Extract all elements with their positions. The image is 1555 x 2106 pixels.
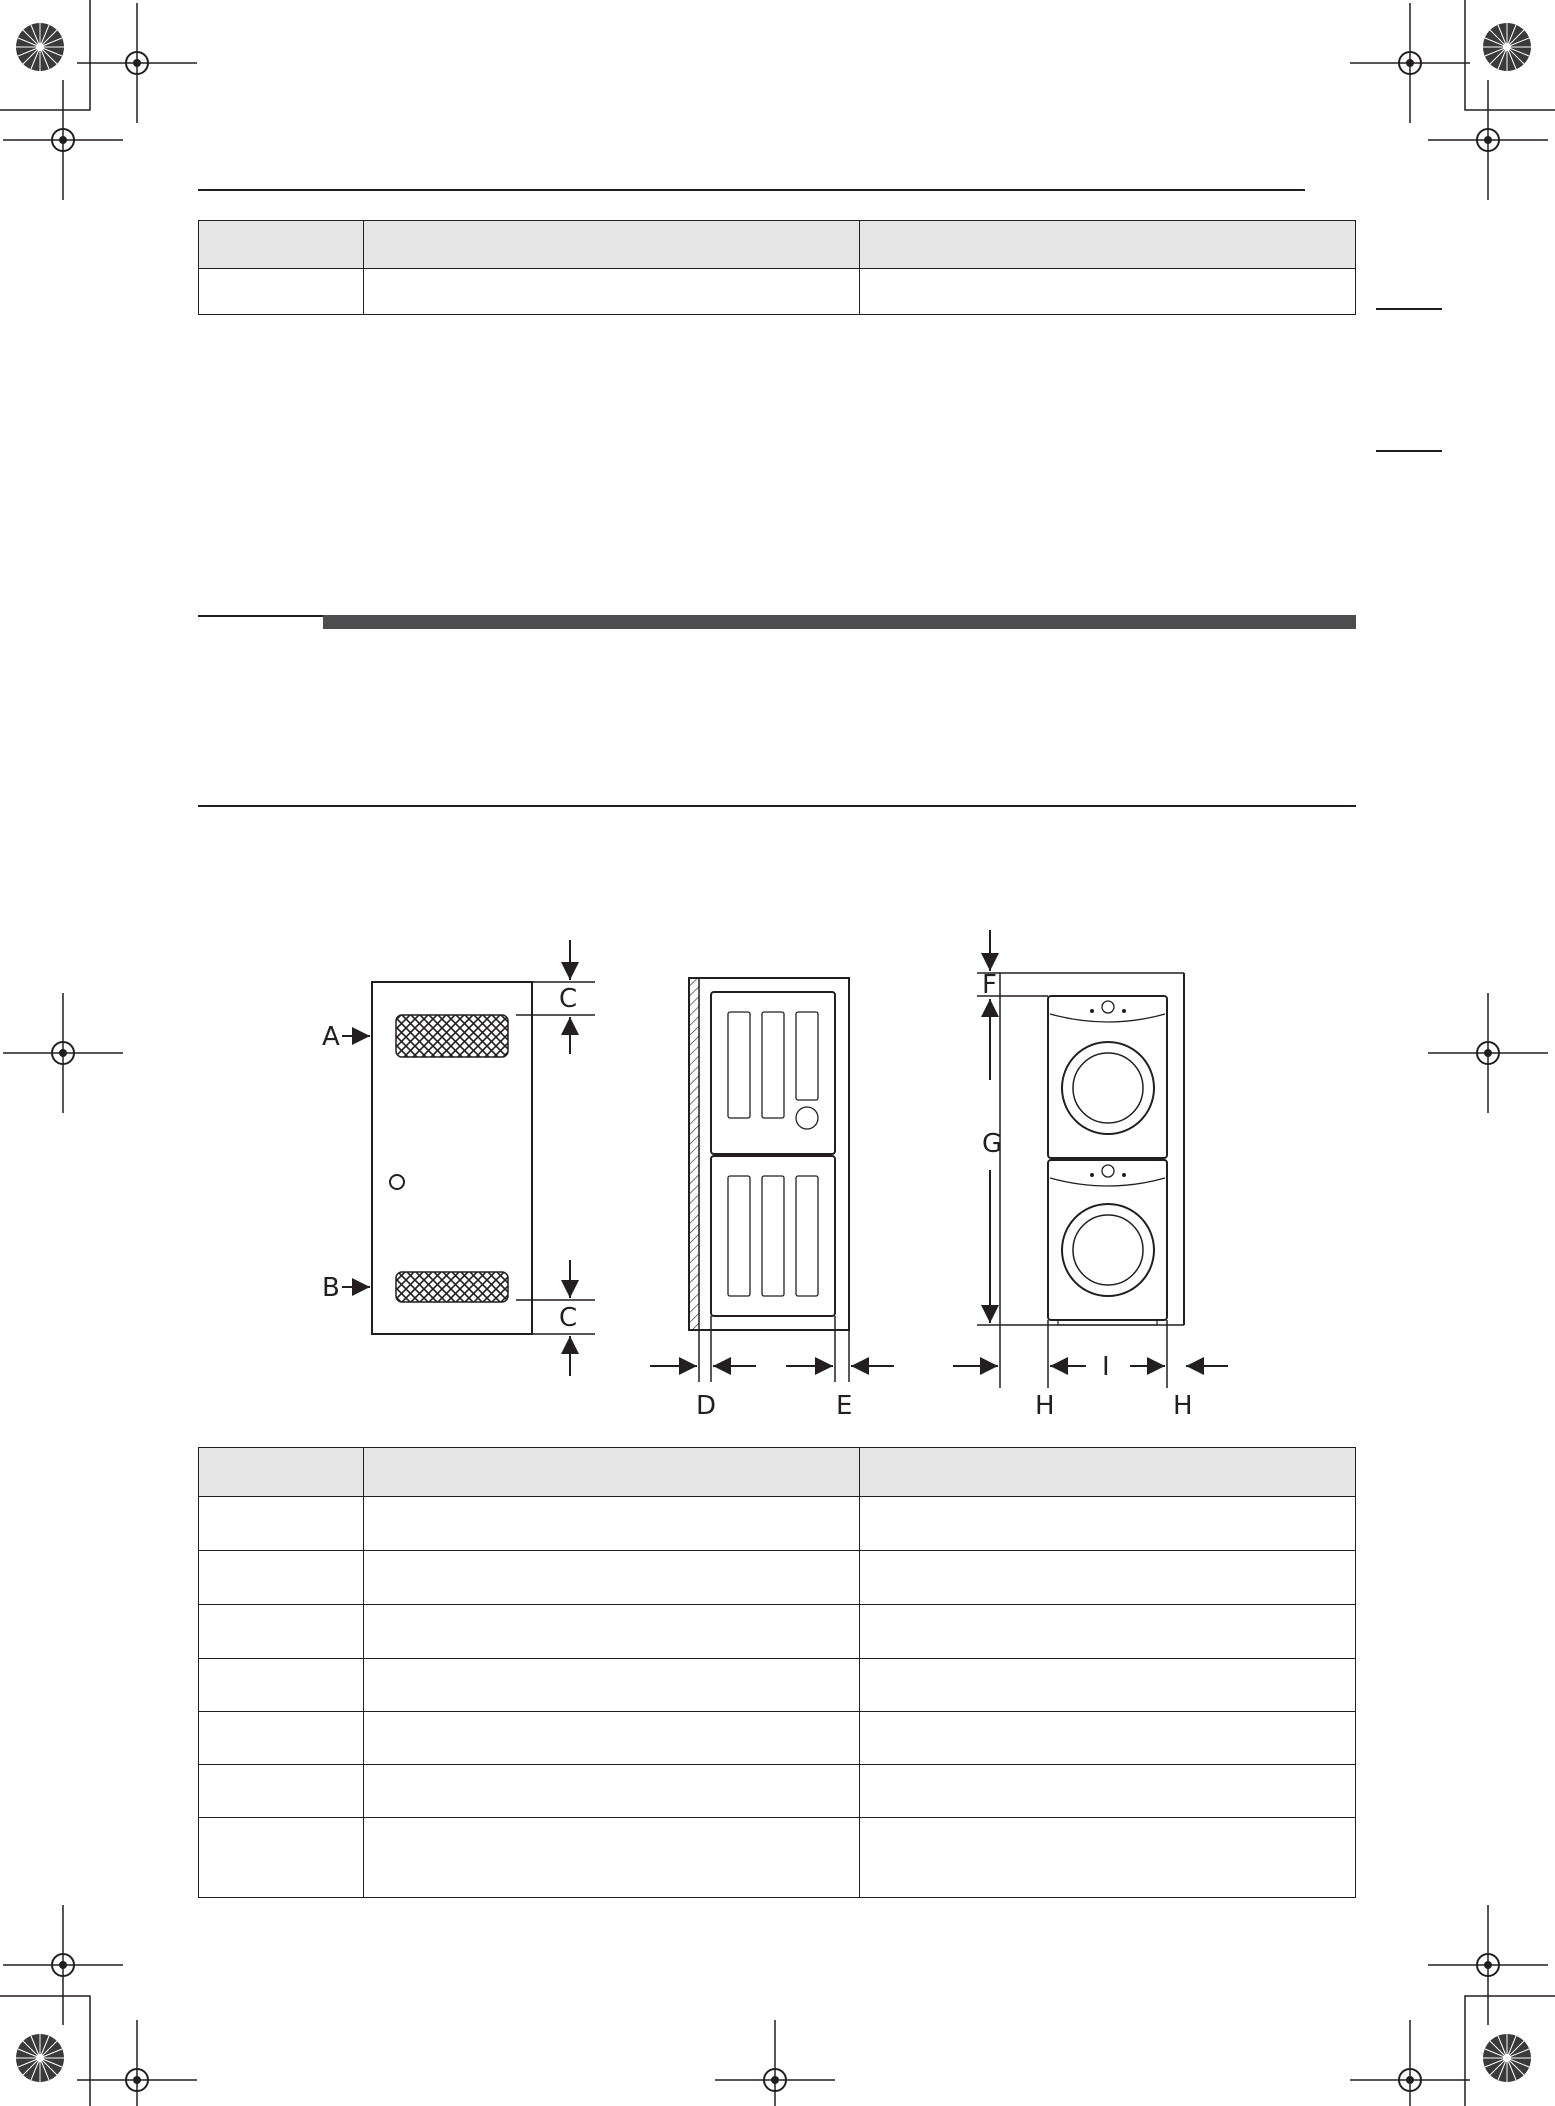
table-cell — [199, 1605, 364, 1659]
table-cell — [860, 1497, 1356, 1551]
section-rule-thin — [198, 615, 323, 617]
table-header-cell — [199, 1448, 364, 1497]
table-row — [199, 1818, 1356, 1898]
label-h-left: H — [1035, 1391, 1055, 1420]
label-c-bottom: C — [559, 1303, 578, 1333]
table-row — [199, 1551, 1356, 1605]
stacked-unit-top — [711, 992, 835, 1154]
table-row — [199, 1605, 1356, 1659]
table-row — [199, 1497, 1356, 1551]
header-rule — [198, 189, 1305, 191]
table-cell — [860, 1818, 1356, 1898]
table-header-row — [199, 221, 1356, 269]
door-knob — [390, 1175, 404, 1189]
table-header-cell — [364, 221, 860, 269]
starburst-mark-top-left — [16, 23, 64, 71]
label-i: I — [1102, 1352, 1110, 1382]
door-top-outer — [1062, 1042, 1154, 1134]
stacked-unit-bottom — [711, 1156, 835, 1316]
vent-opening-a — [396, 1015, 508, 1057]
table-cell — [199, 1659, 364, 1712]
table-header-cell — [199, 221, 364, 269]
label-a: A — [322, 1022, 340, 1052]
label-g: G — [982, 1129, 1003, 1159]
table-row — [199, 269, 1356, 315]
table-header-cell — [860, 221, 1356, 269]
side-tab-mark — [1376, 450, 1442, 452]
table-header-row — [199, 1448, 1356, 1497]
table-cell — [364, 1765, 860, 1818]
vent-opening-b — [396, 1272, 508, 1302]
starburst-mark-top-right — [1483, 23, 1531, 71]
table-row — [199, 1712, 1356, 1765]
table-cell — [364, 1818, 860, 1898]
side-tab-mark — [1376, 308, 1442, 310]
label-h-right: H — [1173, 1391, 1193, 1420]
table-header-cell — [860, 1448, 1356, 1497]
door-bottom-inner — [1073, 1215, 1143, 1285]
clearance-spec-table — [198, 1447, 1356, 1898]
table-cell — [364, 1659, 860, 1712]
table-cell — [199, 1818, 364, 1898]
door-top-inner — [1073, 1053, 1143, 1123]
table-cell — [199, 1497, 364, 1551]
label-c-top: C — [559, 984, 578, 1014]
top-spec-table — [198, 220, 1356, 315]
door-bottom-outer — [1062, 1204, 1154, 1296]
table-row — [199, 1765, 1356, 1818]
table-cell — [364, 1605, 860, 1659]
table-cell — [364, 1712, 860, 1765]
table-cell — [364, 1497, 860, 1551]
table-cell — [860, 269, 1356, 315]
table-cell — [199, 1551, 364, 1605]
table-cell — [199, 269, 364, 315]
table-cell — [860, 1765, 1356, 1818]
starburst-mark-bottom-left — [16, 2034, 64, 2082]
table-row — [199, 1659, 1356, 1712]
table-cell — [860, 1712, 1356, 1765]
label-e: E — [836, 1391, 853, 1420]
table-cell — [860, 1659, 1356, 1712]
table-cell — [199, 1712, 364, 1765]
section-heading-bar — [323, 615, 1356, 629]
table-cell — [860, 1551, 1356, 1605]
table-cell — [860, 1605, 1356, 1659]
back-wall — [689, 978, 699, 1330]
label-f: F — [982, 970, 997, 1000]
subsection-rule — [198, 805, 1356, 807]
table-cell — [364, 269, 860, 315]
starburst-mark-bottom-right — [1483, 2034, 1531, 2082]
table-cell — [364, 1551, 860, 1605]
clearance-diagram — [280, 920, 1260, 1420]
table-header-cell — [364, 1448, 860, 1497]
table-cell — [199, 1765, 364, 1818]
label-b: B — [322, 1273, 340, 1303]
label-d: D — [696, 1391, 717, 1420]
